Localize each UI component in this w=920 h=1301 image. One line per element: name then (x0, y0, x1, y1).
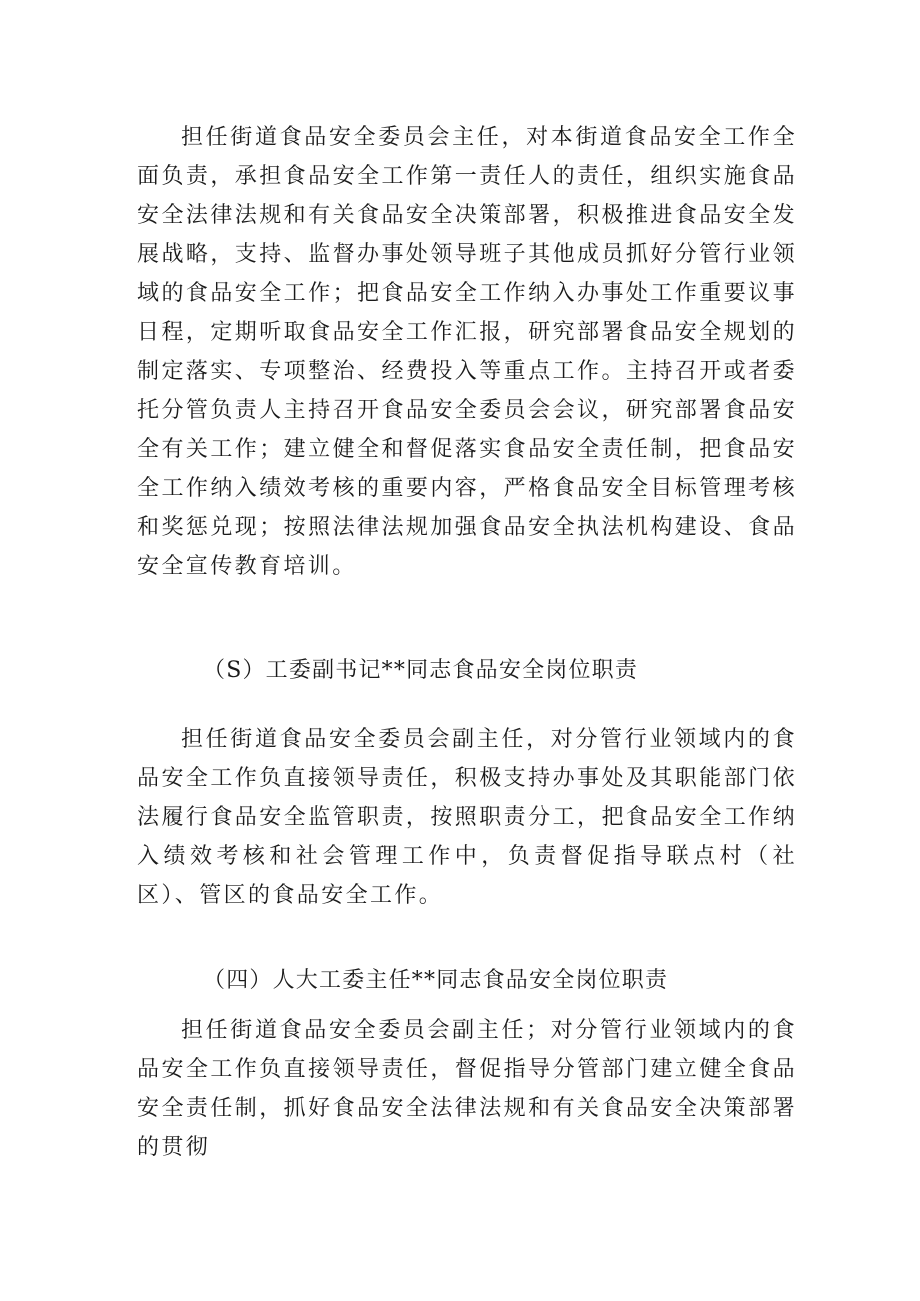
paragraph-party-secretary-duties: 担任街道食品安全委员会主任，对本街道食品安全工作全面负责，承担食品安全工作第一责任人的责任，组织实施食品安全法律法规和有关食品安全决策部署，积极推进食品安全发展战略，支持、监督办事处领导班子其他成员抓好分管行业领域的食品安全工作；把食品安全工作纳入办事处工作重要议事日程，定期听取食品安全工作汇报，研究部署食品安全规划的制定落实、专项整治、经费投入等重点工作。主持召开或者委托分管负责人主持召开食品安全委员会会议，研究部署食品安全有关工作；建立健全和督促落实食品安全责任制，把食品安全工作纳入绩效考核的重要内容，严格食品安全目标管理考核和奖惩兑现；按照法律法规加强食品安全执法机构建设、食品安全宣传教育培训。 (137, 125, 797, 579)
paragraph-npc-director-duties: 担任街道食品安全委员会副主任；对分管行业领域内的食品安全工作负直接领导责任，督促指导分管部门建立健全食品安全责任制，抓好食品安全法律法规和有关食品安全决策部署的贯彻 (137, 1018, 797, 1160)
paragraph-deputy-secretary-duties: 担任街道食品安全委员会副主任，对分管行业领域内的食品安全工作负直接领导责任，积极支持办事处及其职能部门依法履行食品安全监管职责，按照职责分工，把食品安全工作纳入绩效考核和社会管理工作中，负责督促指导联点村（社区）、管区的食品安全工作。 (137, 727, 797, 908)
section-heading-deputy-secretary: （S）工委副书记**同志食品安全岗位职责 (203, 658, 639, 683)
section-heading-npc-director: （四）人大工委主任**同志食品安全岗位职责 (203, 968, 669, 993)
